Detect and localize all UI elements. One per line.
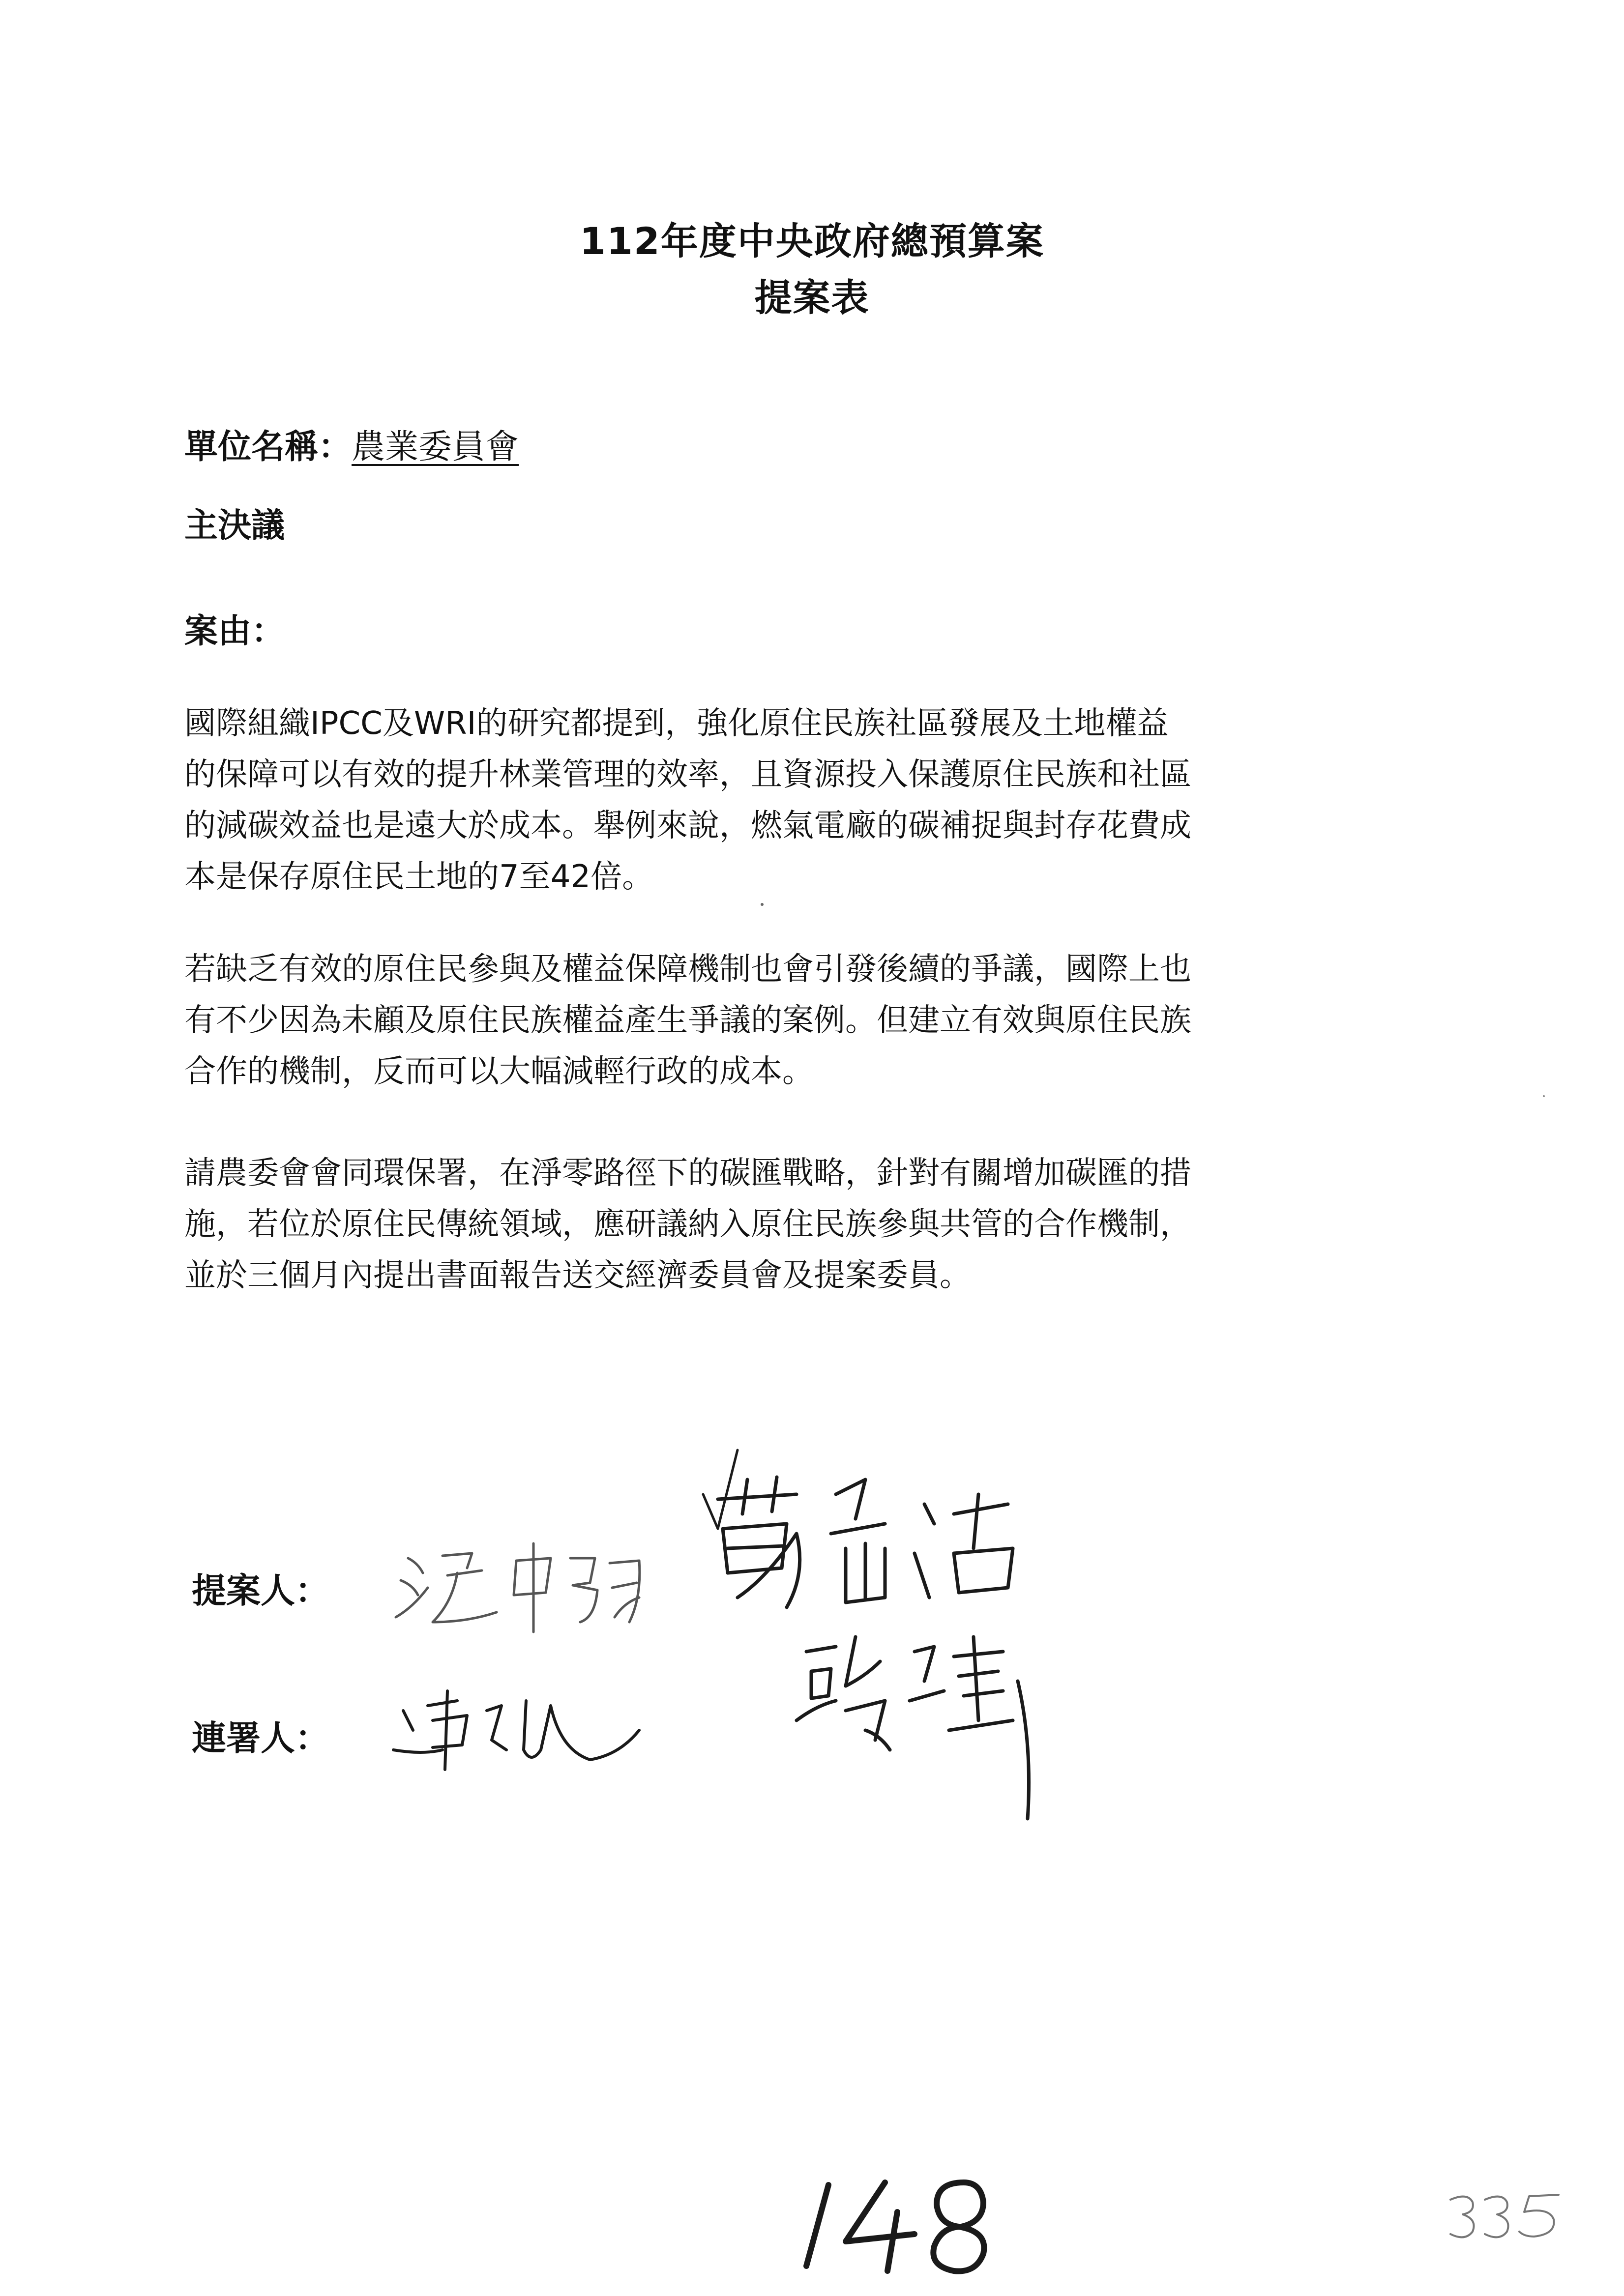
paragraph-line: 國際組織IPCC及WRI的研究都提到，強化原住民族社區發展及土地權益 <box>184 705 1169 742</box>
paragraph-line: 本是保存原住民土地的7至42倍。 <box>184 859 654 895</box>
handwritten-page-number <box>806 2182 984 2271</box>
proposer-signature-2 <box>718 1477 1013 1607</box>
proposer-label: 提案人： <box>192 1570 329 1611</box>
document-title: 112年度中央政府總預算案 <box>580 219 1044 263</box>
paragraph-line: 的減碳效益也是遠大於成本。舉例來說，燃氣電廠的碳補捉與封存花費成 <box>184 808 1191 844</box>
handwritten-sheet-number <box>1450 2195 1559 2237</box>
paragraph-line: 施，若位於原住民傳統領域，應研議納入原住民族參與共管的合作機制， <box>184 1206 1191 1243</box>
unit-name: 農業委員會 <box>352 428 519 466</box>
document-subtitle: 提案表 <box>754 276 870 320</box>
paragraph-line: 若缺乏有效的原住民參與及權益保障機制也會引發後續的爭議，國際上也 <box>184 951 1191 988</box>
paragraph-line: 請農委會會同環保署，在淨零路徑下的碳匯戰略，針對有關增加碳匯的措 <box>184 1155 1191 1192</box>
case-heading: 案由： <box>184 612 285 651</box>
paragraph-line: 並於三個月內提出書面報告送交經濟委員會及提案委員。 <box>184 1257 971 1294</box>
scan-speck <box>1543 1095 1545 1097</box>
proposer-signature-1 <box>396 1543 640 1632</box>
cosigner-signature-2 <box>797 1637 1029 1819</box>
cosigner-label: 連署人： <box>192 1718 329 1758</box>
unit-label: 單位名稱： <box>184 428 352 466</box>
main-resolution-label: 主決議 <box>184 506 285 545</box>
paragraph-line: 合作的機制，反而可以大幅減輕行政的成本。 <box>184 1053 814 1090</box>
check-mark <box>703 1450 738 1529</box>
paragraph-line: 有不少因為未顧及原住民族權益產生爭議的案例。但建立有效與原住民族 <box>184 1002 1191 1039</box>
scan-speck <box>761 903 764 906</box>
cosigner-signature-1 <box>393 1691 639 1770</box>
paragraph-line: 的保障可以有效的提升林業管理的效率，且資源投入保護原住民族和社區 <box>184 756 1191 793</box>
